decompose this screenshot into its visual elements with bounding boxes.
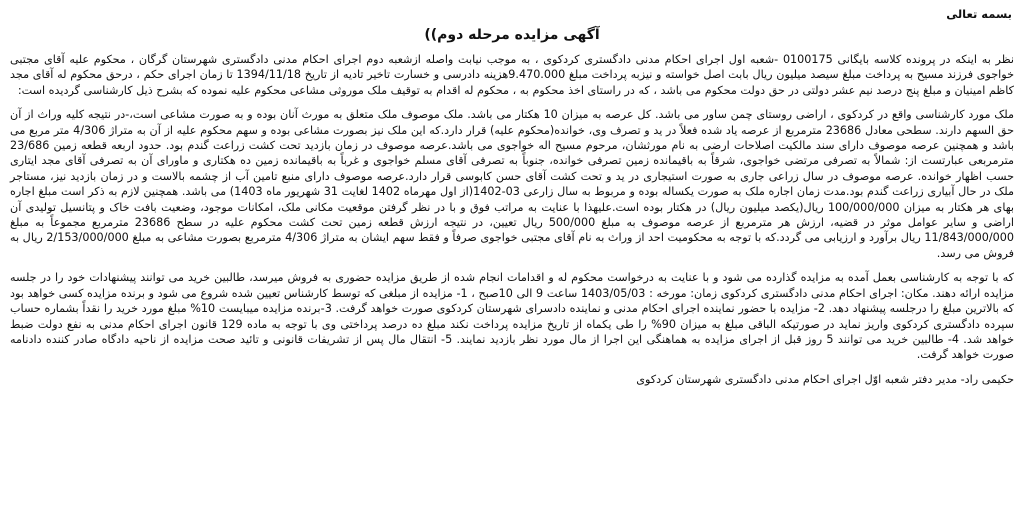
paragraph-case-background: نظر به اینکه در پرونده کلاسه بایگانی 0100175 -شعبه اول اجرای احکام مدنی دادگستری کردکوی ، به موجب نیابت واصله ازشعبه دوم اجرای احکام مدنی دادگستری شهرستان گرگان ، محکوم علیه آقای مجتبی خواجوی فرزند مسیح به پرداخت مبلغ سیصد میلیون ریال بابت اصل خواسته و نیزبه پرداخت مبلغ 9.470.000هزینه دادرسی و خسارت تاخیر تادیه از تاریخ 1394/11/18 تا زمان اجرای حکم ، درحق محکوم له آقای مجد کاظم امینیان و مبلغ پنج درصد نیم عشر دولتی در حق دولت محکوم می باشد ، که در راستای اخذ محکوم به ، محکوم له اقدام به توقیف ملک موروثی مشاعی محکوم علیه نموده که بشرح ذیل کارشناسی گردیده است:	[10, 53, 1015, 97]
paragraph-property-appraisal: ملک مورد کارشناسی واقع در کردکوی ، اراضی روستای چمن ساور می باشد. کل عرصه به میزان 10 هکتار می باشد. ملک موصوف ملک متعلق به مورث آنان بوده و به صورت مشاعی است،-در نتیجه کلیه وراث از آن حق السهم دارند. سطحی معادل 23686 مترمربع از عرصه یاد شده فعلاً در ید و تصرف وی، خوانده(محکوم علیه) قرار دارد.که این ملک نیز بصورت مشاعی بوده و سهم محکوم علیه از آن به متراژ 4/306 متر مربع می باشد و همچنین عرصه موصوف دارای سند مالکیت اصلاحات ارضی به نام مورثشان، مرحوم مسیح اله خواجوی می باشد.عرصه موصوف در زمان بازدید تحت کشت زراعت گندم بود. حدود اربعه قطعه زمین 23/686 مترمربعی عبارتست از: شمالاً به تصرفی مرتضی خواجوی، شرقاً به باقیمانده زمین تصرفی خوانده، جنوباً به تصرفی آقای مسلم خواجوی و غرباً به باقیمانده زمین ده هکتاری و ماورای آن به تصرفی آقای مجد ایتاری حسب اظهار خوانده. عرصه موصوف در سال زراعی جاری به صورت استیجاری در ید و تحت کشت آقای حسن کابوسی قرار دارد.عرصه موصوف دارای منبع تامین آب از چشمه بالاست و در زمان بازدید نیز، مستاجر ملک در حال آبیاری زراعت گندم بود.مدت زمان اجاره ملک به صورت یکساله بوده و مربوط به سال زارعی 03-1402(از اول مهرماه 1402 لغایت 31 شهریور ماه 1403) می باشد. همچنین لازم به ذکر است مبلغ اجاره بهای هر هکتار به میزان 100/000/000 ریال(یکصد میلیون ریال) در هکتار بوده است.علیهذا با عنایت به مراتب فوق و با در نظر گرفتن موقعیت مکانی ملک، امکانات موجود، وضعیت بافت خاک و پتانسیل تولیدی آن اراضی و سایر عوامل موثر در قضیه، ارزش هر مترمربع از عرصه موصوف به مبلغ 500/000 ریال تعیین، در نتیجه ارزش قطعه زمین تحت کشت محکوم علیه در سطح 23686 مترمربع مجموعاً به مبلغ 11/843/000/000 ریال برآورد و ارزیابی می گردد.که با توجه به محکومیت احد از وراث به نام آقای مجتبی خواجوی صرفاً و فقط سهم ایشان به متراژ 4/306 مترمربع بصورت مشاعی به مبلغ 2/153/000/000 ریال به فروش می رسد.	[10, 108, 1014, 260]
paragraph-auction-terms: که با توجه به کارشناسی بعمل آمده به مزایده گذارده می شود و با عنایت به درخواست محکوم له و اقدامات انجام شده از طریق مزایده حضوری به فروش میرسد، طالبین خرید می توانند پیشنهادات خود را در جلسه مزایده ارائه دهند. مکان: اجرای احکام مدنی دادگستری کردکوی زمان: مورخه : 1403/05/03 ساعت 9 الی 10صبح ، 1- مزایده از مبلغی که توسط کارشناس تعیین شده شروع می شود و برنده مزایده کسی خواهد بود که بالاترین مبلغ را درجلسه پیشنهاد دهد. 2- مزایده با حضور نماینده اجرای احکام مدنی و نماینده دادسرای شهرستان کردکوی صورت خواهد گرفت. 3-برنده مزایده میبایست 10% مبلغ مورد خرید را نقداً بشماره حساب سپرده دادگستری کردکوی واریز نماید در صورتیکه الباقی مبلغ به میزان 90% را طی یکماه از تاریخ مزایده پرداخت نکند مبلغ ده درصد پرداختی وی با توجه به ماده 129 قانون اجرای احکام مدنی به نفع دولت ضبط خواهد شد. 4- طالبین خرید می توانند 5 روز قبل از اجرای مزایده به هماهنگی این اجرا از مال مورد نظر بازدید نمایند. 5- انتقال مال پس از تشریفات قانونی و تائید صحت مزایده از ناحیه دادگاه صادر کننده دادنامه صورت خواهد گرفت.	[10, 271, 1014, 362]
signature-line: حکیمی راد- مدیر دفتر شعبه اوّل اجرای احکام مدنی دادگستری شهرستان کردکوی	[636, 372, 1014, 386]
invocation-heading: بسمه تعالی	[946, 7, 1012, 21]
notice-title: آگهی مزایده مرحله دوم))	[424, 27, 600, 43]
